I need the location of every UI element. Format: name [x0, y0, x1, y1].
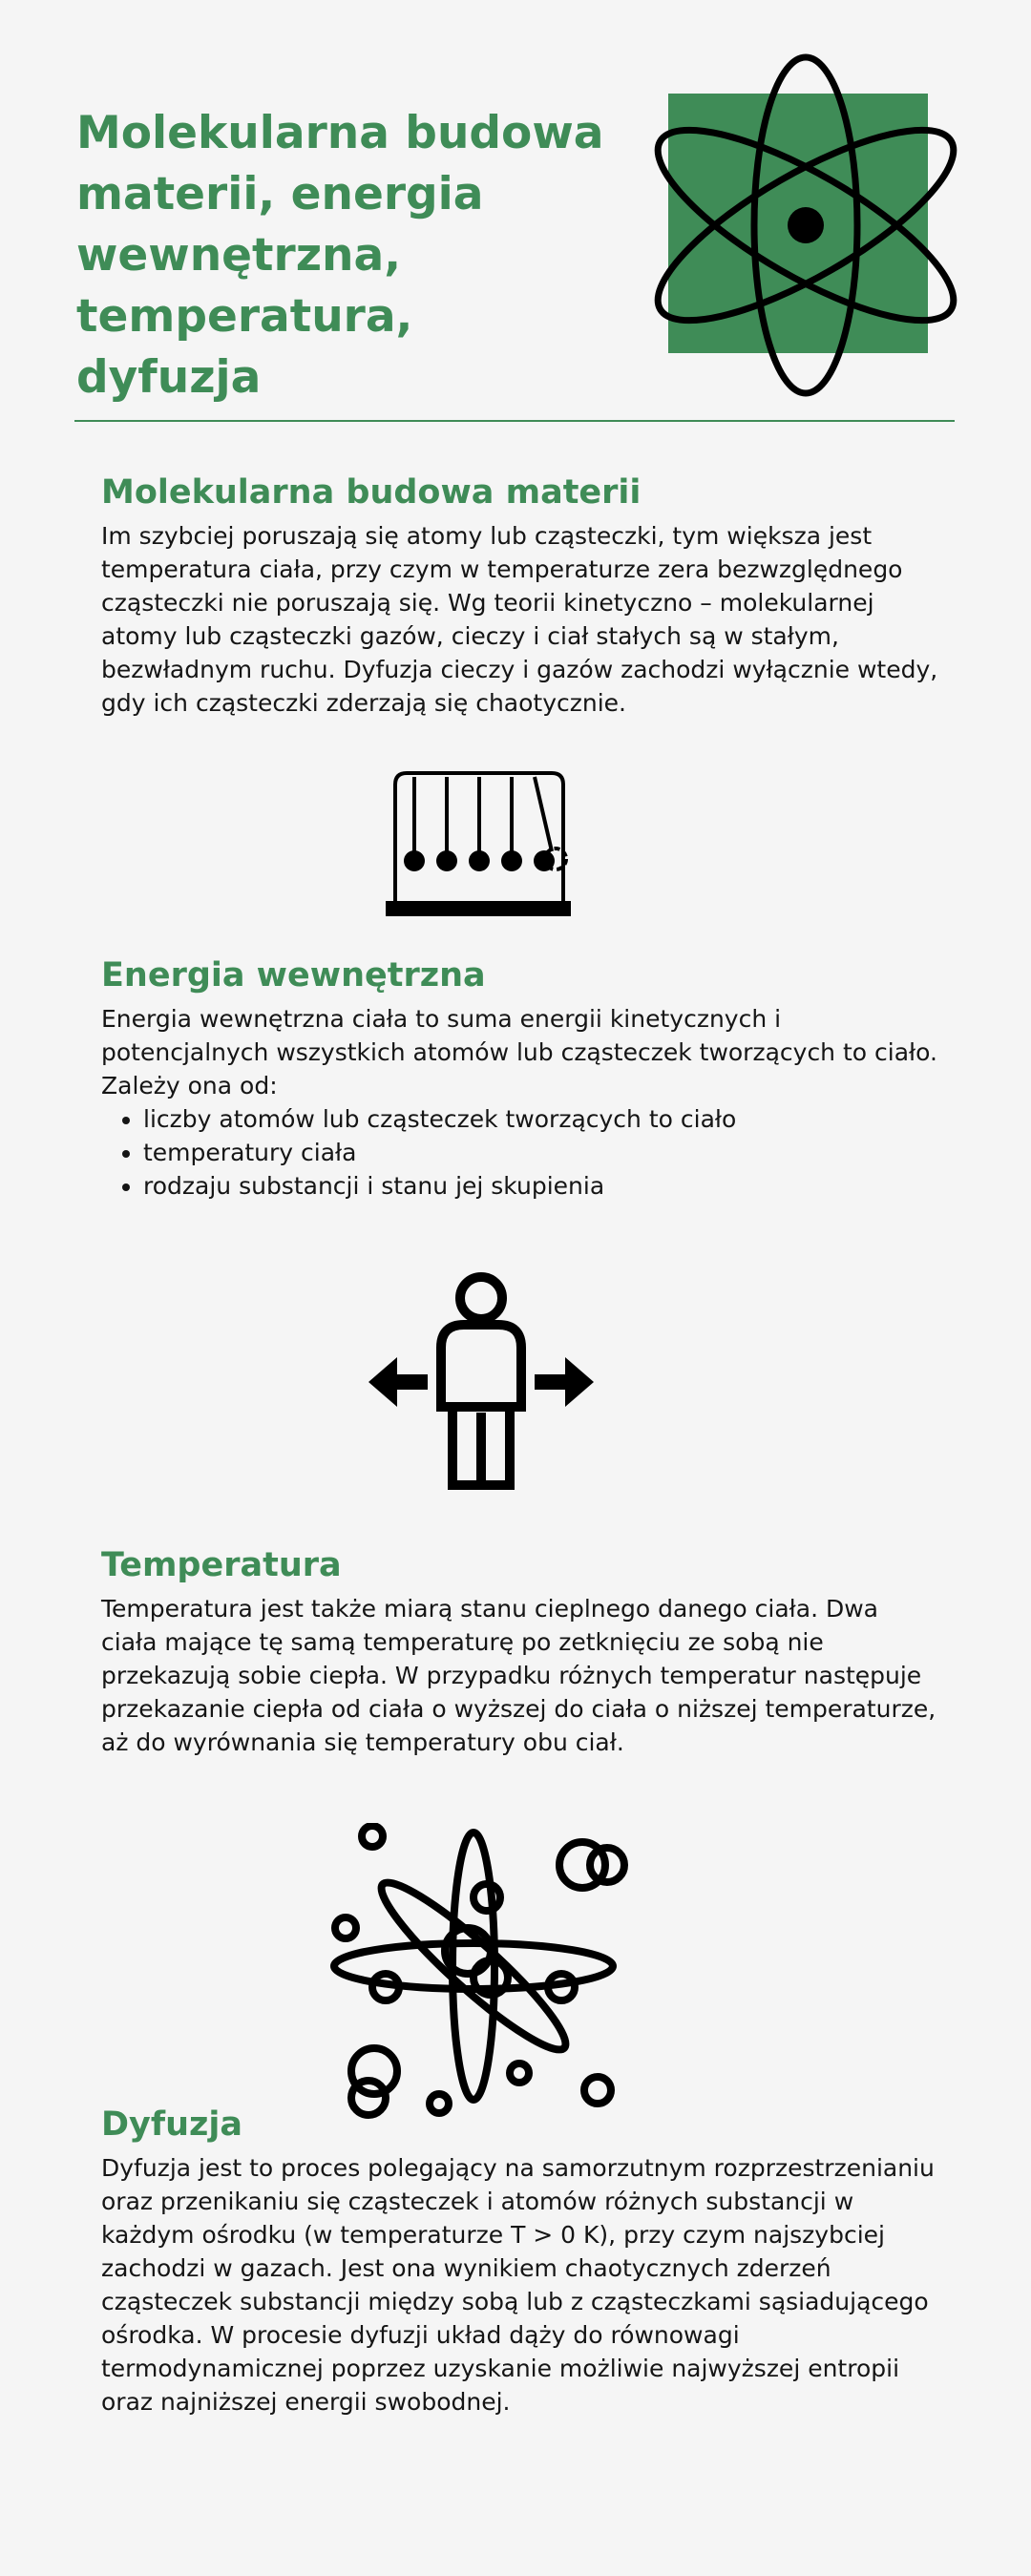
section-temperature [101, 1544, 941, 1759]
person-arrows-icon [367, 1269, 596, 1495]
section-heading: Molekularna budowa materii [101, 473, 642, 512]
section-body: Temperatura jest także miarą stanu cieplnego danego ciała. Dwa ciała mające tę samą temperaturę po zetknięciu ze sobą nie przekazują sobie ciepła. W przypadku różnych temperatur następuje przekazanie ciepła od ciała o wyższej do ciała o niższej temperaturze, aż do wyrównania się temperatury obu ciał. [101, 1595, 936, 1756]
section-heading: Temperatura [101, 1546, 342, 1584]
section-list-intro: Zależy ona od: [101, 1072, 278, 1100]
section-body: Energia wewnętrzna ciała to suma energii kinetycznych i potencjalnych wszystkich atomów lub cząsteczek tworzących to ciało. [101, 1005, 937, 1066]
atom-icon [640, 46, 983, 408]
section-heading: Energia wewnętrzna [101, 956, 486, 995]
section-heading: Dyfuzja [101, 2105, 242, 2144]
section-internal-energy [101, 954, 941, 1203]
list-item: • liczby atomów lub cząsteczek tworzących to ciało [143, 1102, 941, 1136]
section-diffusion [101, 2104, 941, 2419]
section-molecular-structure [101, 471, 941, 720]
diffusion-molecules-icon [325, 1823, 630, 2121]
section-body: Im szybciej poruszają się atomy lub cząsteczki, tym większa jest temperatura ciała, przy czym w temperaturze zera bezwzględnego cząsteczki nie poruszają się. Wg teorii kinetyczno – molekularnej atomy lub cząsteczki gazów, cieczy i ciał stałych są w stałym, bezwładnym ruchu. Dyfuzja cieczy i gazów zachodzi wyłącznie wtedy, gdy ich cząsteczki zderzają się chaotycznie. [101, 522, 938, 717]
list-item: • rodzaju substancji i stanu jej skupienia [143, 1169, 941, 1203]
header-divider [74, 420, 955, 422]
section-body: Dyfuzja jest to proces polegający na samorzutnym rozprzestrzenianiu oraz przenikaniu się cząsteczek i atomów różnych substancji w każdym ośrodku (w temperaturze T > 0 K), przy czym najszybciej zachodzi w gazach. Jest ona wynikiem chaotycznych zderzeń cząsteczek substancji między sobą lub z cząsteczkami sąsiadującego ośrodka. W procesie dyfuzji układ dąży do równowagi termodynamicznej poprzez uzyskanie możliwie najwyższej entropii oraz najniższej energii swobodnej. [101, 2154, 935, 2416]
newtons-cradle-icon [382, 767, 573, 920]
page-title: Molekularna budowa materii, energia wewnętrzna, temperatura, dyfuzja [76, 107, 604, 404]
dependency-list [101, 1102, 941, 1203]
list-item: • temperatury ciała [143, 1136, 941, 1169]
